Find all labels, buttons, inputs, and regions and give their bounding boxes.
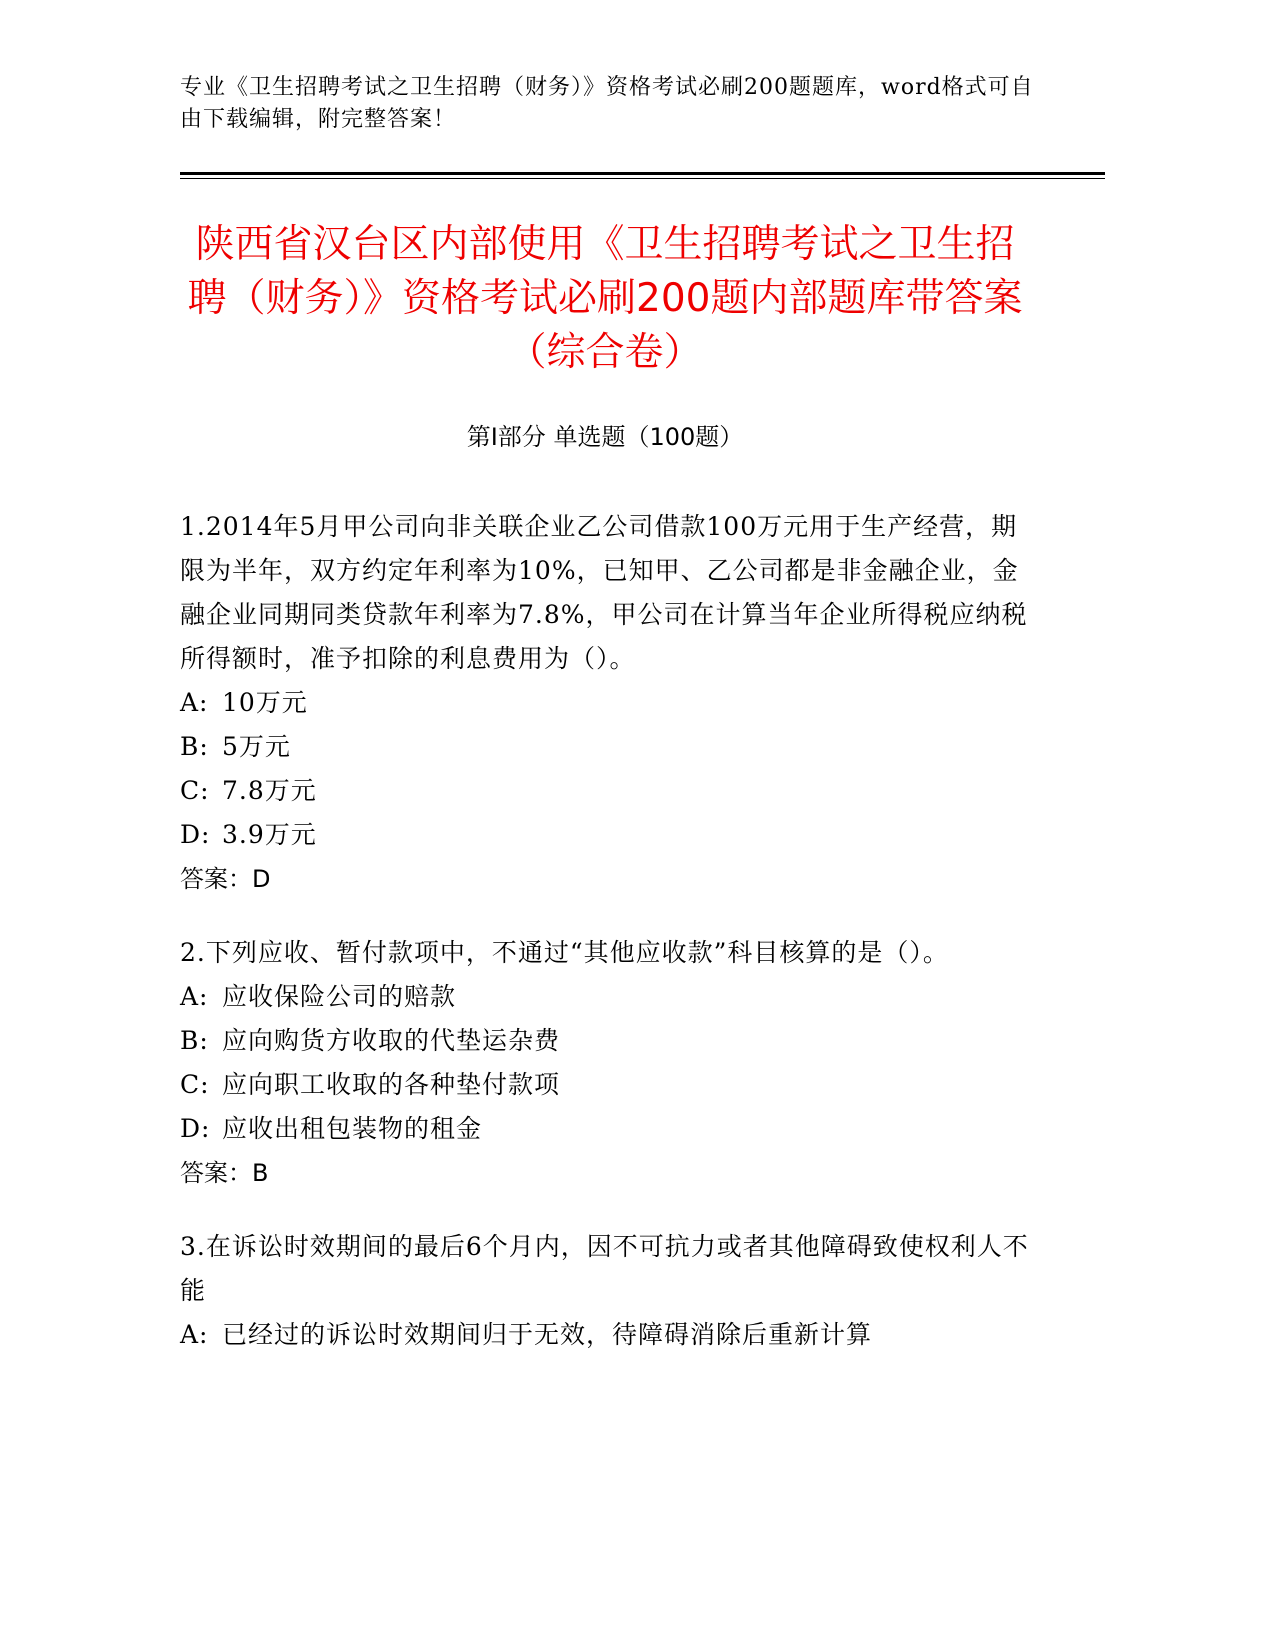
option-text: 10万元 [222,688,308,717]
option-text: 5万元 [222,732,291,761]
question-stem: 2.下列应收、暂付款项中，不通过“其他应收款”科目核算的是（）。 [180,938,949,967]
document-title: 陕西省汉台区内部使用《卫生招聘考试之卫生招聘（财务）》资格考试必刷200题内部题库带答案（综合卷） [187,222,1023,375]
option-key: A: [180,1320,209,1349]
question-1 [180,505,1040,901]
answer-label: 答案：D [180,865,271,893]
option-key: C: [180,1070,210,1099]
option-key: A: [180,982,209,1011]
option-text: 3.9万元 [222,820,317,849]
option-text: 应收出租包装物的租金 [222,1114,483,1143]
option-a [180,1313,1040,1357]
section-title: 第I部分 单选题（100题） [466,423,744,451]
option-text: 已经过的诉讼时效期间归于无效，待障碍消除后重新计算 [222,1320,873,1349]
question-list [180,505,1040,1387]
question-3 [180,1225,1040,1357]
option-key: B: [180,732,209,761]
option-c [180,769,1040,813]
option-a [180,681,1040,725]
option-text: 应向购货方收取的代垫运杂费 [222,1026,561,1055]
option-d [180,1107,1040,1151]
header-divider-thin [180,178,1105,179]
header-divider-thick [180,172,1105,175]
option-a [180,975,1040,1019]
option-text: 应向职工收取的各种垫付款项 [222,1070,561,1099]
answer-label: 答案：B [180,1159,269,1187]
option-key: C: [180,776,210,805]
header-note: 专业《卫生招聘考试之卫生招聘（财务）》资格考试必刷200题题库，word格式可自由下载编辑，附完整答案！ [180,75,1034,132]
option-key: D: [180,1114,211,1143]
option-text: 7.8万元 [222,776,317,805]
option-b [180,1019,1040,1063]
question-2 [180,931,1040,1195]
option-key: D: [180,820,211,849]
option-d [180,813,1040,857]
question-stem: 1.2014年5月甲公司向非关联企业乙公司借款100万元用于生产经营，期限为半年，双方约定年利率为10%，已知甲、乙公司都是非金融企业，金融企业同期同类贷款年利率为7.8%，甲公司在计算当年企业所得税应纳税所得额时，准予扣除的利息费用为（）。 [180,512,1028,673]
option-key: A: [180,688,209,717]
option-c [180,1063,1040,1107]
option-text: 应收保险公司的赔款 [222,982,457,1011]
question-stem: 3.在诉讼时效期间的最后6个月内，因不可抗力或者其他障碍致使权利人不能 [180,1232,1029,1305]
option-key: B: [180,1026,209,1055]
option-b [180,725,1040,769]
